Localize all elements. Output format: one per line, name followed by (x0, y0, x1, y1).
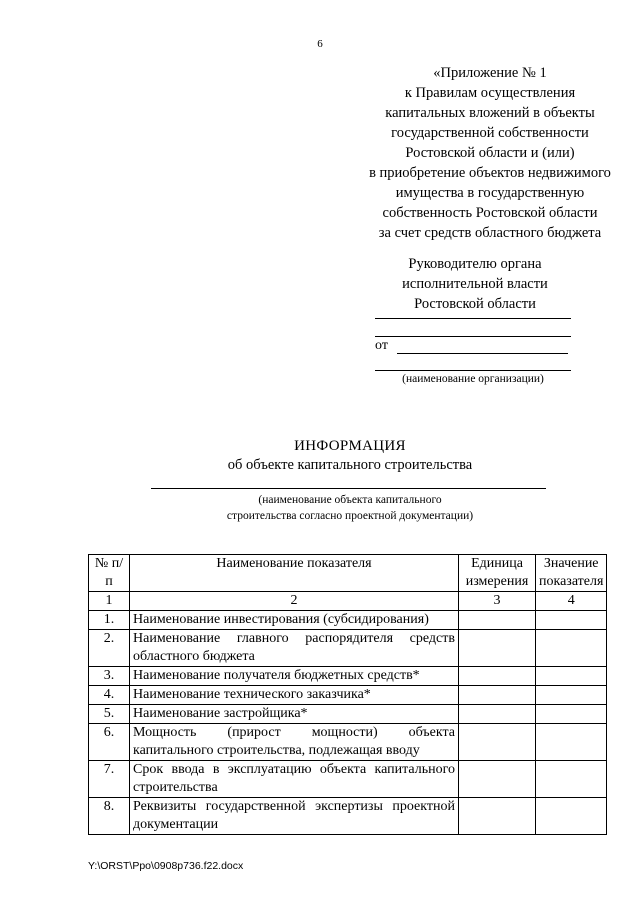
row-unit-cell[interactable] (459, 724, 536, 761)
appendix-line: капитальных вложений в объекты (385, 105, 595, 121)
row-number: 5. (89, 705, 130, 724)
row-name: Наименование технического заказчика* (130, 686, 459, 705)
appendix-line: за счет средств областного бюджета (378, 225, 602, 241)
appendix-line: «Приложение № 1 (433, 65, 547, 81)
table-row (89, 705, 607, 724)
row-name: Мощность (прирост мощности) объекта капитального строительства, подлежащая вводу (130, 724, 459, 761)
table-row (89, 724, 607, 761)
table-header-row (89, 555, 607, 592)
appendix-line: в приобретение объектов недвижимого (369, 165, 611, 181)
row-name: Наименование получателя бюджетных средств* (130, 667, 459, 686)
header-name: Наименование показателя (130, 555, 459, 592)
row-number: 1. (89, 611, 130, 630)
row-number: 8. (89, 798, 130, 835)
addressee-block (375, 254, 575, 314)
table-row (89, 630, 607, 667)
appendix-line: к Правилам осуществления (404, 85, 576, 101)
appendix-line: государственной собственности (391, 125, 589, 141)
header-value: Значение показателя (536, 555, 607, 592)
row-value-cell[interactable] (536, 705, 607, 724)
column-number: 4 (536, 592, 607, 611)
document-subtitle: об объекте капитального строительства (227, 457, 473, 473)
header-unit: Единица измерения (459, 555, 536, 592)
organization-caption: (наименование организации) (402, 373, 544, 385)
from-blank-line[interactable] (397, 353, 568, 354)
addressee-blank-line-1[interactable] (375, 318, 571, 319)
row-number: 6. (89, 724, 130, 761)
row-value-cell[interactable] (536, 724, 607, 761)
row-name: Наименование главного распорядителя средств областного бюджета (130, 630, 459, 667)
addressee-line: Ростовской области (414, 296, 536, 312)
organization-blank-line[interactable] (375, 370, 571, 371)
table-row (89, 686, 607, 705)
table-row (89, 667, 607, 686)
row-name: Наименование инвестирования (субсидирования) (130, 611, 459, 630)
row-number: 2. (89, 630, 130, 667)
appendix-line: собственность Ростовской области (382, 205, 598, 221)
column-number: 1 (89, 592, 130, 611)
row-number: 4. (89, 686, 130, 705)
table-row (89, 611, 607, 630)
column-number: 2 (130, 592, 459, 611)
row-unit-cell[interactable] (459, 630, 536, 667)
row-value-cell[interactable] (536, 667, 607, 686)
row-number: 3. (89, 667, 130, 686)
object-caption-line: (наименование объекта капитального (258, 494, 442, 506)
footer-file-path: Y:\ORST\Ppo\0908p736.f22.docx (88, 860, 244, 872)
row-value-cell[interactable] (536, 686, 607, 705)
object-name-caption (130, 492, 570, 524)
row-unit-cell[interactable] (459, 761, 536, 798)
row-value-cell[interactable] (536, 761, 607, 798)
table-row (89, 798, 607, 835)
row-name: Срок ввода в эксплуатацию объекта капитального строительства (130, 761, 459, 798)
table-row (89, 761, 607, 798)
appendix-line: имущества в государственную (395, 185, 585, 201)
addressee-line: Руководителю органа (408, 256, 542, 272)
row-value-cell[interactable] (536, 798, 607, 835)
row-unit-cell[interactable] (459, 705, 536, 724)
object-name-blank-line[interactable] (151, 488, 546, 489)
document-title: ИНФОРМАЦИЯ (294, 438, 406, 454)
appendix-line: Ростовской области и (или) (405, 145, 575, 161)
page-number: 6 (317, 38, 323, 50)
header-num: № п/п (89, 555, 130, 592)
appendix-header (300, 63, 640, 243)
row-value-cell[interactable] (536, 630, 607, 667)
row-unit-cell[interactable] (459, 667, 536, 686)
column-number: 3 (459, 592, 536, 611)
from-label: от (375, 338, 388, 353)
from-row (375, 338, 571, 354)
object-caption-line: строительства согласно проектной документации) (226, 510, 474, 522)
row-name: Наименование застройщика* (130, 705, 459, 724)
row-number: 7. (89, 761, 130, 798)
row-unit-cell[interactable] (459, 611, 536, 630)
column-number-row (89, 592, 607, 611)
row-unit-cell[interactable] (459, 686, 536, 705)
addressee-blank-line-2[interactable] (375, 336, 571, 337)
addressee-line: исполнительной власти (402, 276, 548, 292)
row-unit-cell[interactable] (459, 798, 536, 835)
indicators-table (88, 554, 607, 835)
row-value-cell[interactable] (536, 611, 607, 630)
row-name: Реквизиты государственной экспертизы проектной документации (130, 798, 459, 835)
